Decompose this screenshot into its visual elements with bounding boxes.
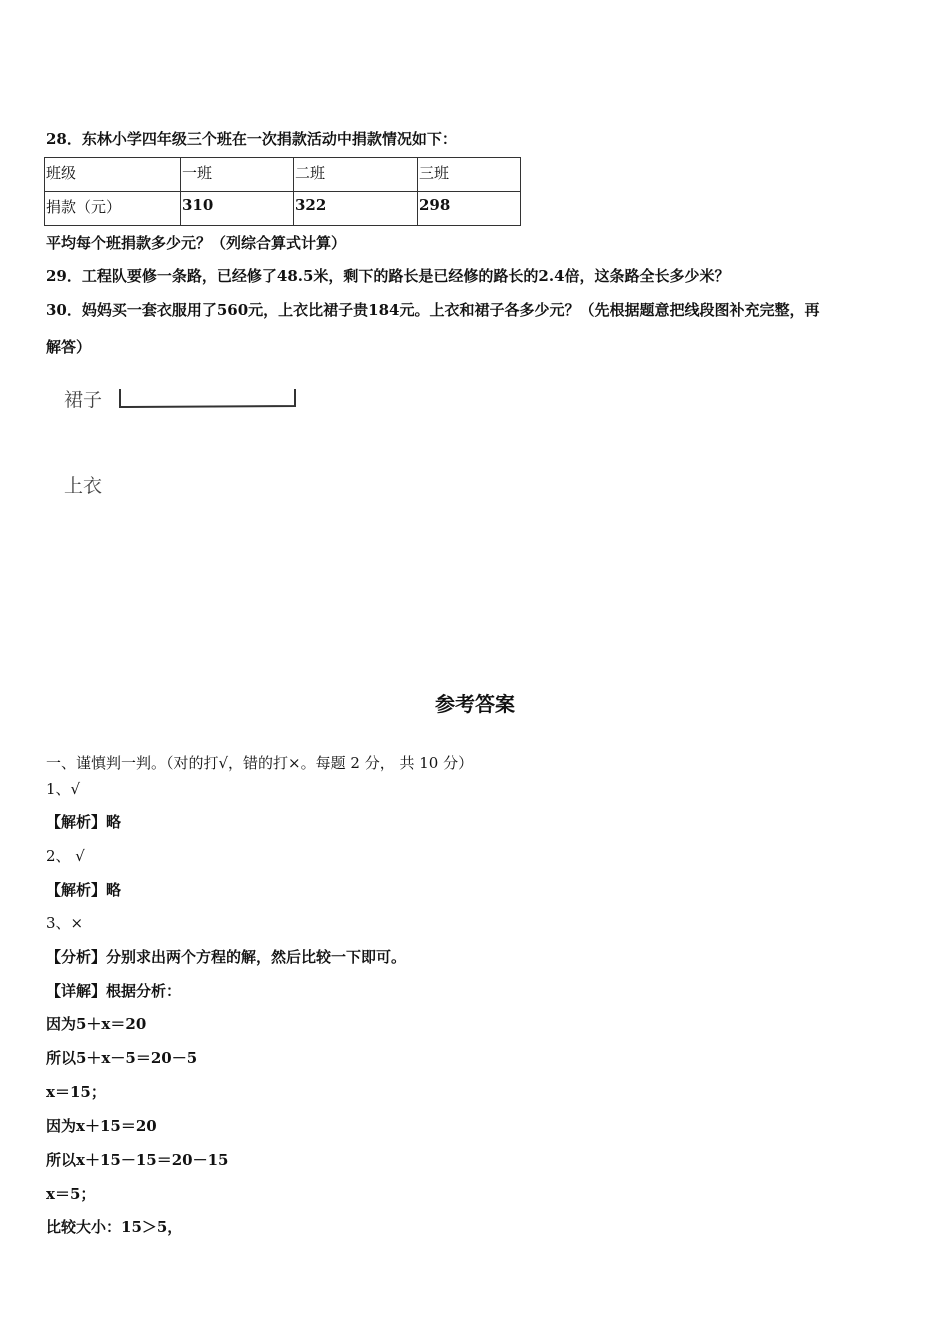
section-heading: 一、谨慎判一判。（对的打√，错的打×。每题 2 分， 共 10 分）	[46, 754, 474, 772]
diagram-label-top: 上衣	[64, 475, 103, 497]
answer-line: 2、 √	[46, 847, 85, 865]
diagram-label-skirt: 裙子	[64, 389, 103, 411]
answer-line: 比较大小：15＞5，	[46, 1218, 183, 1236]
table-cell: 一班	[181, 158, 294, 192]
table-header-row	[45, 158, 521, 192]
answer-line: 【解析】略	[46, 881, 122, 899]
answer-line: 因为5＋x＝20	[46, 1015, 147, 1033]
table-cell: 298	[418, 192, 521, 226]
q29-text: 29．工程队要修一条路，已经修了48.5米，剩下的路长是已经修的路长的2.4倍，这条路全长多少米？	[46, 267, 730, 285]
answer-line: 1、√	[46, 780, 81, 798]
answer-line: 【详解】根据分析：	[46, 982, 182, 1000]
answer-line: x＝15；	[46, 1083, 106, 1101]
donation-table	[44, 157, 521, 226]
skirt-segment	[115, 385, 305, 413]
table-cell: 310	[181, 192, 294, 226]
q30-line1: 30．妈妈买一套衣服用了560元，上衣比裙子贵184元。上衣和裙子各多少元？（先根据题意把线段图补充完整，再	[46, 301, 820, 319]
table-cell: 三班	[418, 158, 521, 192]
answer-line: x＝5；	[46, 1185, 96, 1203]
table-cell: 二班	[294, 158, 418, 192]
answer-line: 【解析】略	[46, 813, 122, 831]
table-cell: 捐款（元）	[45, 192, 181, 226]
answer-line: 3、×	[46, 914, 84, 932]
answer-line: 所以5＋x－5＝20－5	[46, 1049, 198, 1067]
q30-line2: 解答）	[46, 338, 92, 356]
answer-line: 所以x＋15－15＝20－15	[46, 1151, 229, 1169]
answer-line: 因为x＋15＝20	[46, 1117, 157, 1135]
q28-question: 平均每个班捐款多少元？（列综合算式计算）	[46, 234, 347, 252]
table-cell: 322	[294, 192, 418, 226]
answers-title: 参考答案	[435, 692, 515, 716]
table-cell: 班级	[45, 158, 181, 192]
table-row	[45, 192, 521, 226]
q28-text: 28．东林小学四年级三个班在一次捐款活动中捐款情况如下：	[46, 130, 457, 148]
answer-line: 【分析】分别求出两个方程的解，然后比较一下即可。	[46, 948, 407, 966]
